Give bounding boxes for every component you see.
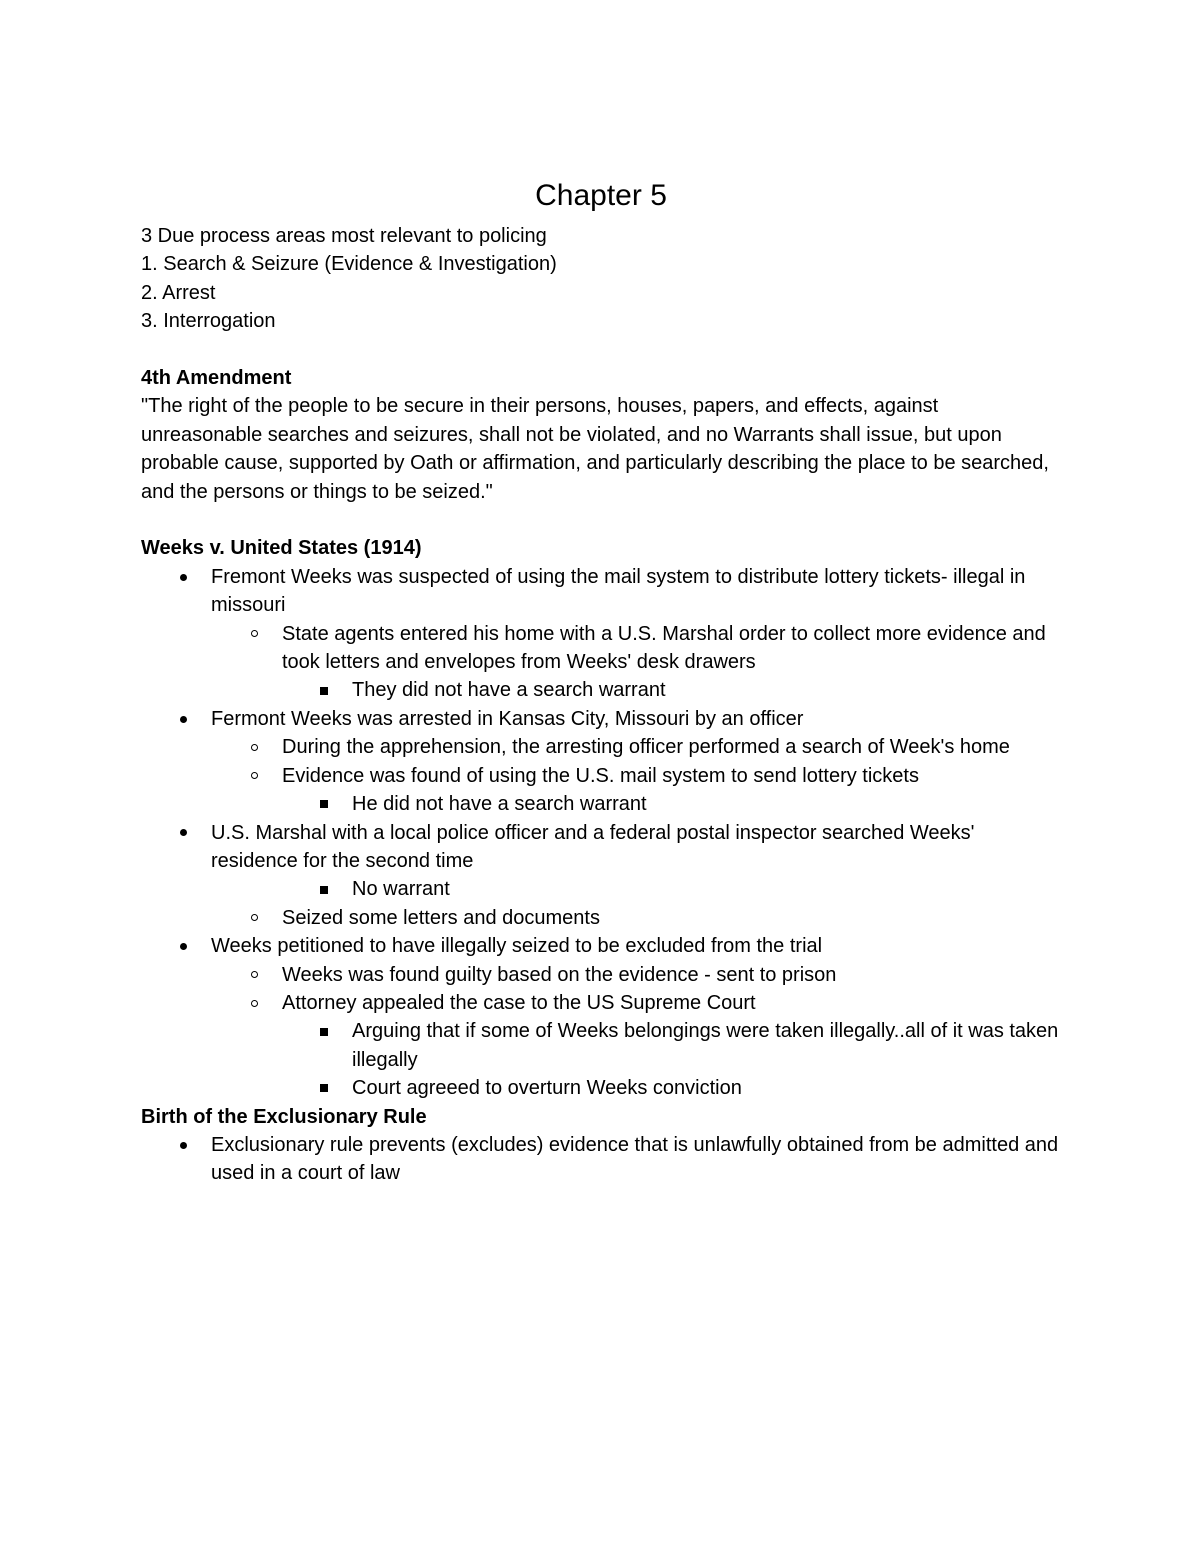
list-item	[141, 790, 1061, 818]
amendment-quote: "The right of the people to be secure in their persons, houses, papers, and effects, against unreasonable searches and seizures, shall not be violated, and no Warrants shall issue, but upon probable cause, supported by Oath or affirmation, and particularly describing the place to be searched, and the persons or things to be seized."	[141, 395, 1055, 503]
square-bullet-icon	[316, 1017, 332, 1045]
filled-bullet-icon	[175, 705, 191, 733]
list-item	[141, 1017, 1061, 1074]
spacer	[141, 506, 1061, 534]
list-item-text: He did not have a search warrant	[352, 793, 647, 816]
square-bullet-icon	[316, 1074, 332, 1102]
list-item-text: Fermont Weeks was arrested in Kansas City, Missouri by an officer	[211, 707, 804, 730]
list-item-text: State agents entered his home with a U.S. Marshal order to collect more evidence and took letters and envelopes from Weeks' desk drawers	[282, 622, 1046, 674]
list-item	[141, 676, 1061, 704]
list-item-text: No warrant	[352, 878, 450, 901]
list-item	[141, 733, 1061, 761]
list-item	[141, 932, 1061, 960]
list-item	[141, 904, 1061, 932]
list-item	[141, 762, 1061, 790]
list-item	[141, 705, 1061, 733]
filled-bullet-icon	[175, 819, 191, 847]
list-item	[141, 1131, 1061, 1188]
list-item	[141, 563, 1061, 620]
exclusionary-list	[141, 1131, 1061, 1188]
intro-item-2: 2. Arrest	[141, 281, 216, 304]
spacer	[141, 336, 1061, 364]
square-bullet-icon	[316, 790, 332, 818]
hollow-bullet-icon	[246, 762, 262, 790]
list-item-text: Court agreeed to overturn Weeks conviction	[352, 1077, 742, 1100]
hollow-bullet-icon	[246, 961, 262, 989]
square-bullet-icon	[316, 676, 332, 704]
list-item	[141, 875, 1061, 903]
list-item-text: U.S. Marshal with a local police officer and a federal postal inspector searched Weeks' residence for the second time	[211, 821, 975, 872]
list-item-text: During the apprehension, the arresting officer performed a search of Week's home	[282, 736, 1010, 759]
list-item-text: Seized some letters and documents	[282, 906, 600, 929]
hollow-bullet-icon	[246, 904, 262, 932]
amendment-heading: 4th Amendment	[141, 367, 292, 390]
filled-bullet-icon	[175, 1131, 191, 1159]
intro-item-3: 3. Interrogation	[141, 310, 276, 333]
list-item-text: Exclusionary rule prevents (excludes) evidence that is unlawfully obtained from be admitted and used in a court of law	[211, 1133, 1059, 1185]
list-item-text: Evidence was found of using the U.S. mail system to send lottery tickets	[282, 764, 919, 787]
intro-heading: 3 Due process areas most relevant to policing	[141, 225, 547, 247]
document-page	[141, 178, 1061, 1188]
list-item-text: Attorney appealed the case to the US Supreme Court	[282, 991, 756, 1014]
list-item-text: Weeks was found guilty based on the evidence - sent to prison	[282, 963, 837, 986]
filled-bullet-icon	[175, 563, 191, 591]
weeks-list	[141, 563, 1061, 1103]
weeks-heading: Weeks v. United States (1914)	[141, 537, 422, 560]
intro-item-1: 1. Search & Seizure (Evidence & Investigation)	[141, 253, 557, 276]
list-item-text: Fremont Weeks was suspected of using the mail system to distribute lottery tickets- illegal in missouri	[211, 565, 1026, 617]
list-item	[141, 1074, 1061, 1102]
list-item-text: Weeks petitioned to have illegally seized to be excluded from the trial	[211, 935, 823, 958]
hollow-bullet-icon	[246, 733, 262, 761]
hollow-bullet-icon	[246, 989, 262, 1017]
exclusionary-heading: Birth of the Exclusionary Rule	[141, 1105, 427, 1128]
hollow-bullet-icon	[246, 620, 262, 648]
page-title: Chapter 5	[535, 179, 667, 212]
square-bullet-icon	[316, 875, 332, 903]
list-item	[141, 961, 1061, 989]
list-item-text: Arguing that if some of Weeks belongings were taken illegally..all of it was taken illegally	[352, 1020, 1059, 1071]
list-item	[141, 620, 1061, 677]
list-item	[141, 819, 1061, 876]
filled-bullet-icon	[175, 932, 191, 960]
list-item	[141, 989, 1061, 1017]
list-item-text: They did not have a search warrant	[352, 679, 666, 702]
